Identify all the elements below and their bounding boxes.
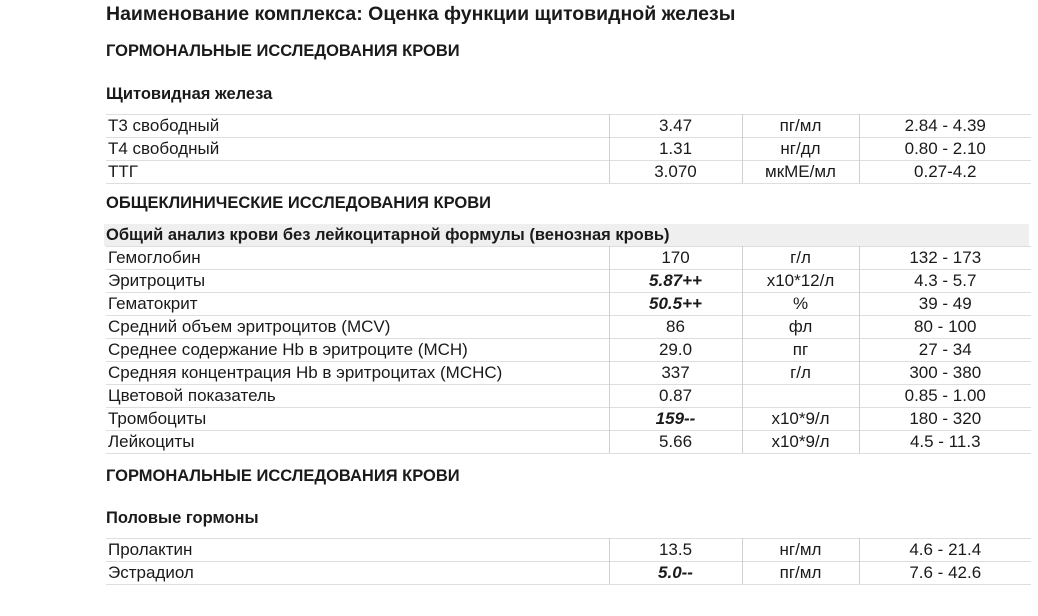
results-table — [106, 114, 1031, 184]
reference-range: 132 - 173 — [859, 247, 1031, 270]
test-unit: г/л — [742, 247, 859, 270]
table-row — [106, 293, 1031, 316]
results-table — [106, 246, 1031, 454]
table-row — [106, 431, 1031, 454]
test-value: 5.66 — [609, 431, 742, 454]
subsection-heading: Общий анализ крови без лейкоцитарной формулы (венозная кровь) — [104, 224, 1029, 246]
test-unit: нг/дл — [742, 138, 859, 161]
table-row — [106, 138, 1031, 161]
test-name: Т3 свободный — [106, 115, 609, 138]
test-unit: мкМЕ/мл — [742, 161, 859, 184]
test-name: Тромбоциты — [106, 408, 609, 431]
page-title: Наименование комплекса: Оценка функции щитовидной железы — [106, 3, 736, 25]
section-heading: ГОРМОНАЛЬНЫЕ ИССЛЕДОВАНИЯ КРОВИ — [106, 467, 460, 485]
table-row — [106, 339, 1031, 362]
test-value-flagged: 159-- — [609, 408, 742, 431]
test-name: Цветовой показатель — [106, 385, 609, 408]
table-row — [106, 539, 1031, 562]
test-unit: пг/мл — [742, 115, 859, 138]
reference-range: 80 - 100 — [859, 316, 1031, 339]
reference-range: 180 - 320 — [859, 408, 1031, 431]
table-row — [106, 316, 1031, 339]
section-heading: ОБЩЕКЛИНИЧЕСКИЕ ИССЛЕДОВАНИЯ КРОВИ — [106, 194, 491, 212]
test-unit — [742, 385, 859, 408]
test-unit: пг — [742, 339, 859, 362]
test-name: ТТГ — [106, 161, 609, 184]
test-value: 86 — [609, 316, 742, 339]
test-name: Среднее содержание Hb в эритроците (MCH) — [106, 339, 609, 362]
reference-range: 0.27-4.2 — [859, 161, 1031, 184]
reference-range: 0.85 - 1.00 — [859, 385, 1031, 408]
test-name: Средняя концентрация Hb в эритроцитах (MCHC) — [106, 362, 609, 385]
test-name: Гематокрит — [106, 293, 609, 316]
test-value: 337 — [609, 362, 742, 385]
table-row — [106, 115, 1031, 138]
test-value: 1.31 — [609, 138, 742, 161]
test-value-flagged: 5.87++ — [609, 270, 742, 293]
test-name: Эритроциты — [106, 270, 609, 293]
reference-range: 7.6 - 42.6 — [859, 562, 1031, 585]
reference-range: 300 - 380 — [859, 362, 1031, 385]
results-table — [106, 538, 1031, 585]
test-unit: x10*9/л — [742, 431, 859, 454]
reference-range: 4.5 - 11.3 — [859, 431, 1031, 454]
test-name: Т4 свободный — [106, 138, 609, 161]
test-value: 0.87 — [609, 385, 742, 408]
table-row — [106, 562, 1031, 585]
test-value: 13.5 — [609, 539, 742, 562]
test-name: Пролактин — [106, 539, 609, 562]
test-name: Лейкоциты — [106, 431, 609, 454]
test-unit: нг/мл — [742, 539, 859, 562]
table-row — [106, 385, 1031, 408]
test-value: 3.070 — [609, 161, 742, 184]
test-unit: % — [742, 293, 859, 316]
test-unit: фл — [742, 316, 859, 339]
test-value: 29.0 — [609, 339, 742, 362]
table-row — [106, 270, 1031, 293]
test-name: Средний объем эритроцитов (MCV) — [106, 316, 609, 339]
subsection-heading: Половые гормоны — [106, 509, 259, 527]
test-name: Гемоглобин — [106, 247, 609, 270]
table-row — [106, 247, 1031, 270]
reference-range: 39 - 49 — [859, 293, 1031, 316]
test-unit: пг/мл — [742, 562, 859, 585]
reference-range: 2.84 - 4.39 — [859, 115, 1031, 138]
reference-range: 4.6 - 21.4 — [859, 539, 1031, 562]
table-row — [106, 362, 1031, 385]
test-value: 170 — [609, 247, 742, 270]
test-value-flagged: 5.0-- — [609, 562, 742, 585]
section-heading: ГОРМОНАЛЬНЫЕ ИССЛЕДОВАНИЯ КРОВИ — [106, 42, 460, 60]
test-unit: г/л — [742, 362, 859, 385]
subsection-heading: Щитовидная железа — [106, 85, 273, 103]
table-row — [106, 161, 1031, 184]
reference-range: 27 - 34 — [859, 339, 1031, 362]
test-value: 3.47 — [609, 115, 742, 138]
reference-range: 0.80 - 2.10 — [859, 138, 1031, 161]
test-unit: x10*9/л — [742, 408, 859, 431]
test-unit: x10*12/л — [742, 270, 859, 293]
reference-range: 4.3 - 5.7 — [859, 270, 1031, 293]
test-name: Эстрадиол — [106, 562, 609, 585]
test-value-flagged: 50.5++ — [609, 293, 742, 316]
table-row — [106, 408, 1031, 431]
